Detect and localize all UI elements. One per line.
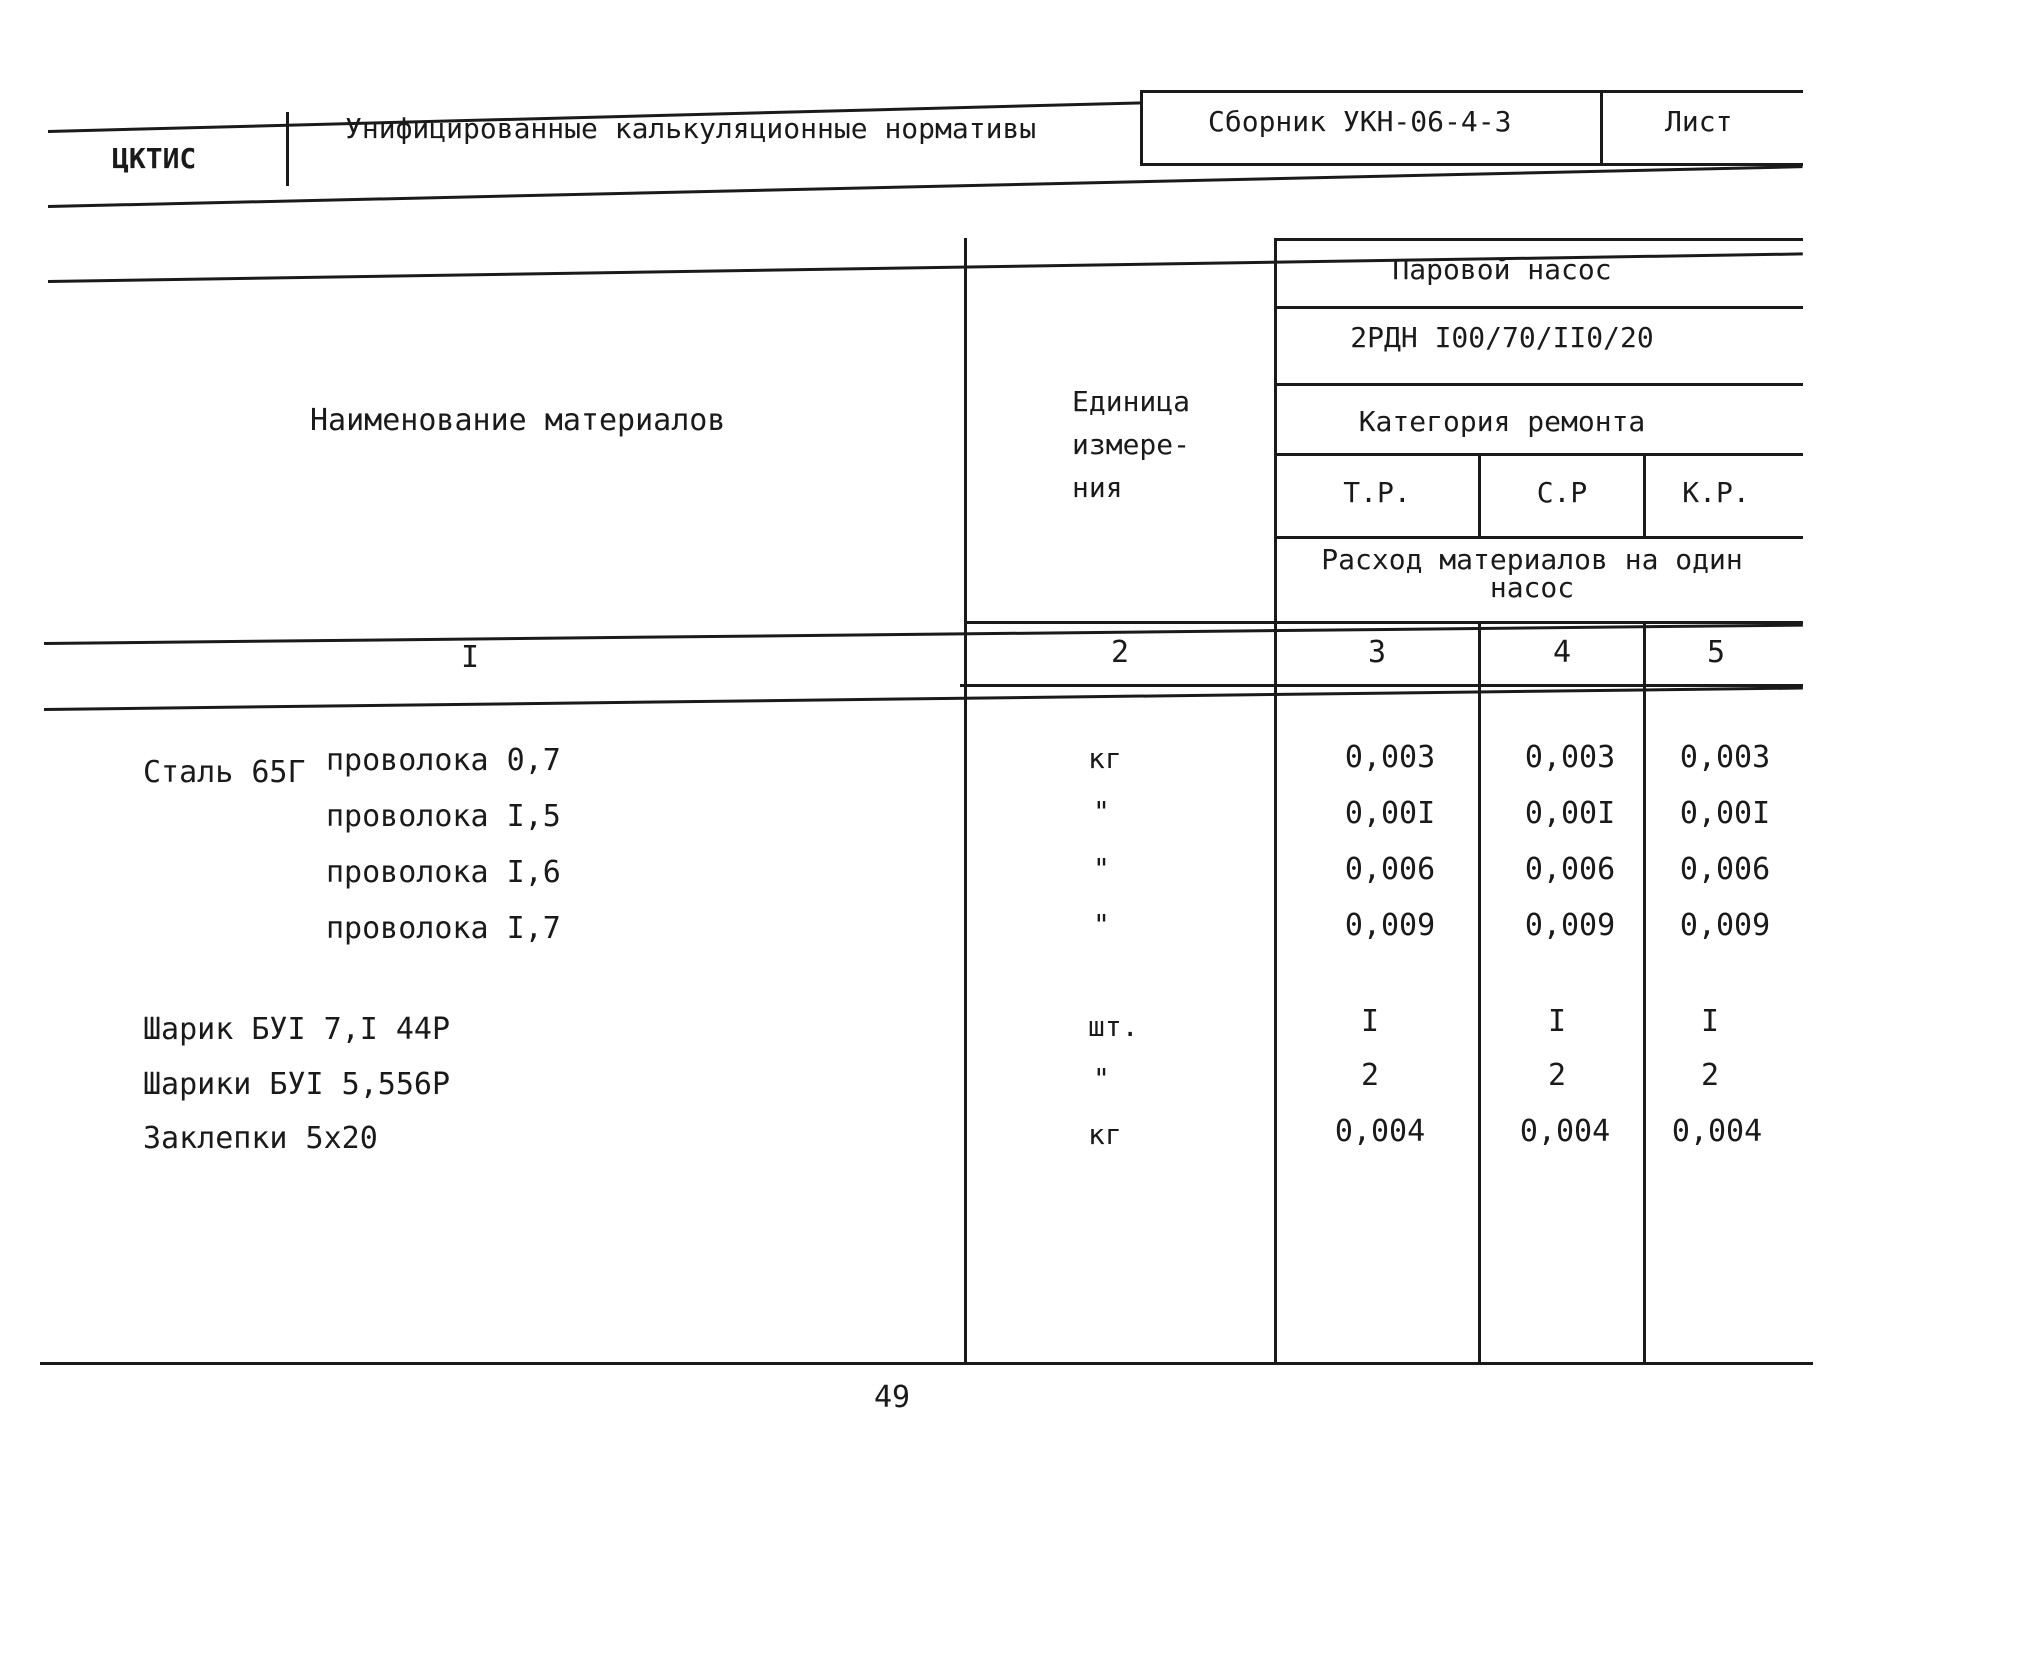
row-3-name: проволока I,6	[326, 855, 561, 890]
page-number: 49	[874, 1380, 911, 1415]
row-1-unit: кг	[1088, 742, 1122, 775]
stamp-divider-1	[286, 112, 289, 186]
row-2-name: проволока I,5	[326, 799, 561, 834]
stamp-top-line	[1140, 90, 1803, 93]
row-3-sr: 0,006	[1524, 852, 1616, 887]
pump-model-bottom-line	[1275, 383, 1803, 386]
header-cat-tr: Т.Р.	[1343, 476, 1411, 509]
row-1-kr: 0,003	[1679, 740, 1771, 775]
header-cat-kr: К.Р.	[1682, 476, 1750, 509]
row-2-unit: "	[1093, 795, 1110, 828]
row-1-sr: 0,003	[1524, 740, 1616, 775]
pump-title-bottom-line	[1275, 306, 1803, 309]
row-3-kr: 0,006	[1679, 852, 1771, 887]
header-unit-line-2: измере-	[1072, 428, 1191, 461]
stamp-divider-2	[1140, 90, 1143, 164]
col-number-3: 3	[1367, 635, 1387, 670]
header-repair-category: Категория ремонта	[1358, 405, 1646, 438]
col-number-bottom-line-right	[960, 684, 1803, 687]
row-3-tr: 0,006	[1344, 852, 1436, 887]
header-pump-title: Паровой насос	[1392, 253, 1612, 286]
row-6-sr: 2	[1547, 1058, 1567, 1093]
header-name-col: Наименование материалов	[310, 403, 726, 438]
row-6-unit: "	[1093, 1062, 1110, 1095]
row-7-kr: 0,004	[1671, 1114, 1763, 1149]
stamp-sheet-label: Лист	[1665, 105, 1733, 138]
stamp-title: Унифицированные калькуляционные нормативы	[345, 112, 1037, 145]
row-3-unit: "	[1093, 852, 1110, 885]
stamp-bottom-line	[48, 165, 1803, 208]
header-unit-line-1: Единица	[1072, 385, 1191, 418]
row-2-kr: 0,00I	[1679, 796, 1771, 831]
header-unit-col	[1072, 380, 1190, 509]
stamp-bottom-line-right	[1140, 163, 1803, 166]
row-6-name: Шарики БУI 5,556Р	[143, 1067, 451, 1102]
col-number-2: 2	[1110, 635, 1130, 670]
row-4-kr: 0,009	[1679, 908, 1771, 943]
row-6-tr: 2	[1360, 1058, 1380, 1093]
row-group-label: Сталь 65Г	[143, 755, 306, 790]
col-sep-name-unit	[964, 238, 967, 1364]
stamp-divider-3	[1600, 90, 1603, 164]
category-bottom-line	[1275, 453, 1803, 456]
header-consumption-line-2: насос	[1489, 571, 1575, 604]
header-consumption-line-1: Расход материалов на один	[1321, 543, 1743, 576]
header-pump-model: 2РДН I00/70/II0/20	[1350, 321, 1654, 354]
col-sep-tr-sr-body	[1478, 621, 1481, 1364]
cat-codes-bottom-line	[1275, 536, 1803, 539]
col-number-5: 5	[1706, 635, 1726, 670]
row-7-tr: 0,004	[1334, 1114, 1426, 1149]
col-number-4: 4	[1552, 635, 1572, 670]
col-number-top-line-right	[965, 621, 1803, 624]
row-5-sr: I	[1547, 1004, 1567, 1039]
header-consumption	[1277, 543, 1787, 604]
header-unit-line-3: ния	[1072, 471, 1123, 504]
row-5-name: Шарик БУI 7,I 44Р	[143, 1012, 451, 1047]
row-7-unit: кг	[1088, 1118, 1122, 1151]
row-7-sr: 0,004	[1519, 1114, 1611, 1149]
row-5-tr: I	[1360, 1004, 1380, 1039]
header-cat-sr: С.Р	[1536, 476, 1588, 509]
col-sep-sr-kr-body	[1643, 621, 1646, 1364]
row-2-tr: 0,00I	[1344, 796, 1436, 831]
row-4-sr: 0,009	[1524, 908, 1616, 943]
row-4-tr: 0,009	[1344, 908, 1436, 943]
table-bottom-line	[40, 1362, 1813, 1365]
row-7-name: Заклепки 5х20	[143, 1121, 378, 1156]
row-5-kr: I	[1700, 1004, 1720, 1039]
row-5-unit: шт.	[1088, 1010, 1139, 1043]
row-1-tr: 0,003	[1344, 740, 1436, 775]
stamp-org: ЦКТИС	[112, 142, 197, 175]
row-1-name: проволока 0,7	[326, 743, 561, 778]
row-4-name: проволока I,7	[326, 911, 561, 946]
header-top-line-right	[1275, 238, 1803, 241]
row-2-sr: 0,00I	[1524, 796, 1616, 831]
stamp-collection: Сборник УКН-06-4-3	[1208, 105, 1512, 138]
col-number-bottom-line	[44, 687, 1803, 711]
row-6-kr: 2	[1700, 1058, 1720, 1093]
row-4-unit: "	[1093, 908, 1110, 941]
col-number-1: I	[460, 640, 480, 675]
